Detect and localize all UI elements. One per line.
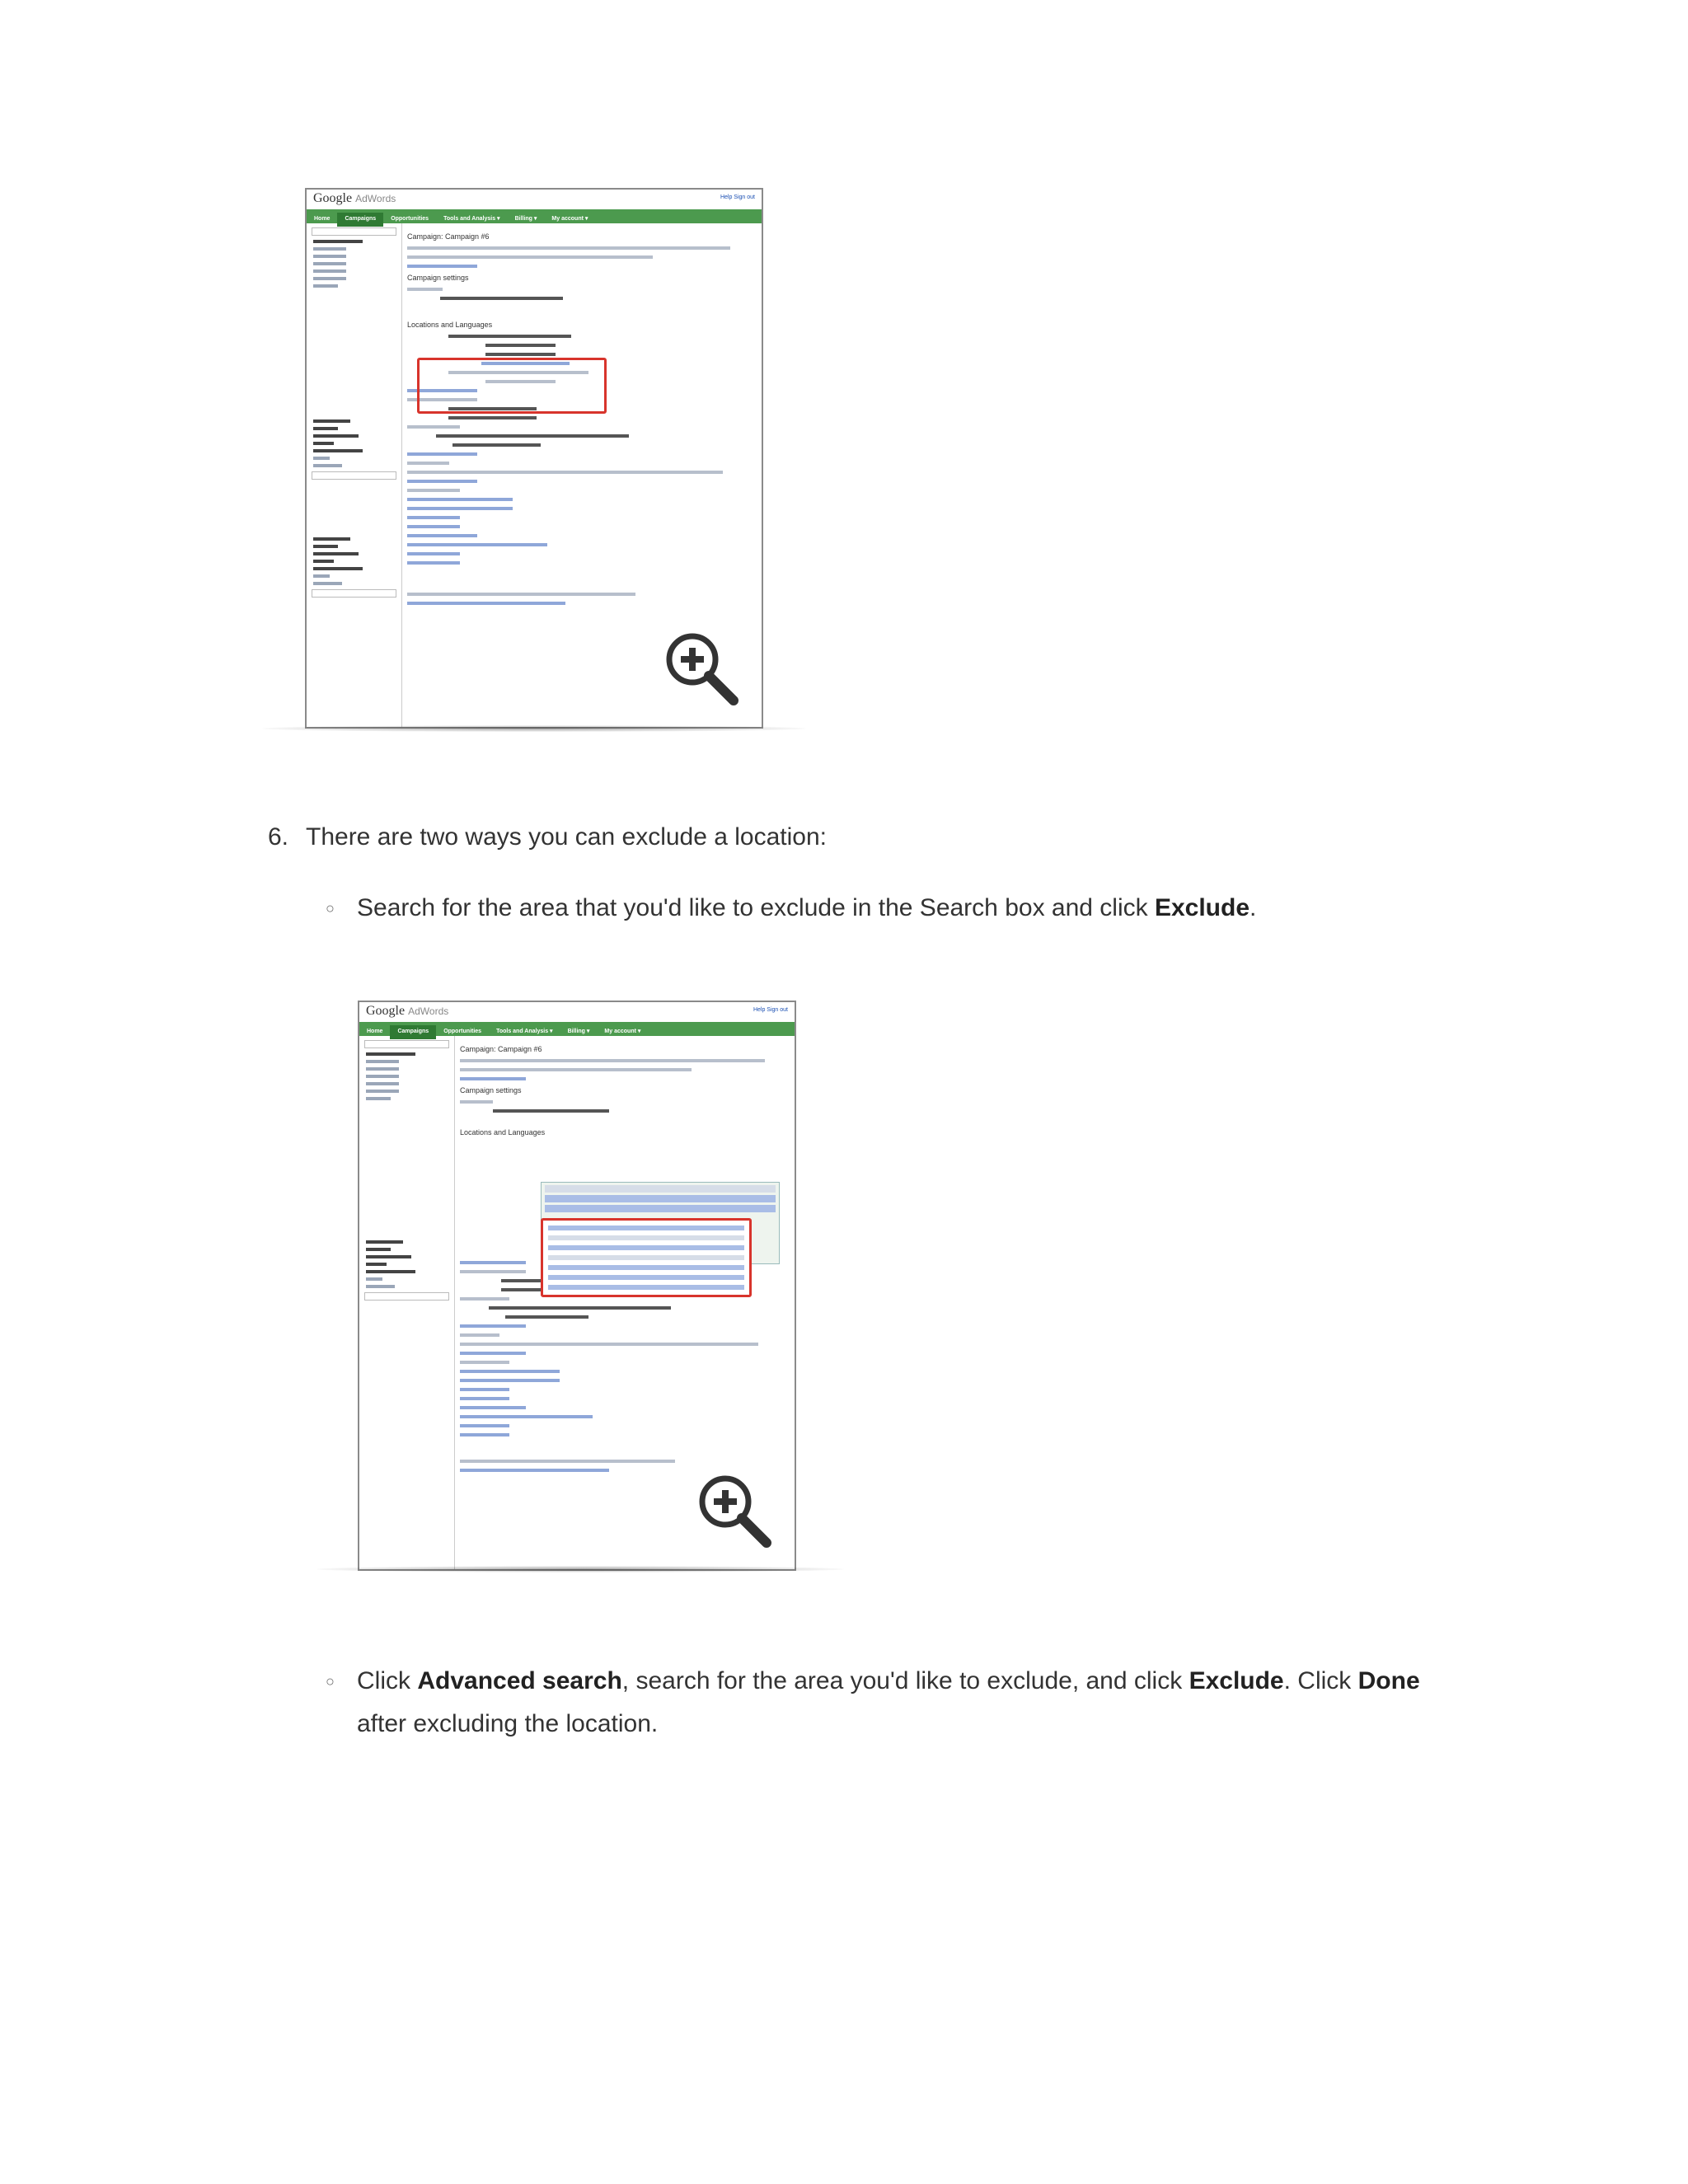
locations-heading: Locations and Languages — [407, 321, 493, 329]
nav-tab-billing: Billing ▾ — [514, 216, 537, 222]
campaign-title: Campaign: Campaign #6 — [407, 232, 490, 241]
step-number: 6. — [268, 823, 289, 851]
bullet-mark: ○ — [326, 1673, 335, 1690]
bullet1-text: Search for the area that you'd like to exclude in the Search box and click — [357, 894, 1155, 921]
top-links: Help Sign out — [753, 1007, 788, 1013]
bullet2-bold-exclude: Exclude — [1189, 1667, 1284, 1694]
campaign-settings-heading: Campaign settings — [407, 274, 469, 282]
bullet2-line2: after excluding the location. — [357, 1710, 659, 1737]
sidebar — [307, 223, 402, 727]
main-panel: Campaign: Campaign #6 Campaign settings Locations and Languages — [460, 1042, 791, 1569]
nav-tab-tools: Tools and Analysis ▾ — [443, 216, 500, 222]
step-text: There are two ways you can exclude a location: — [306, 823, 828, 851]
sidebar — [359, 1036, 455, 1569]
bullet2-bold-advanced-search: Advanced search — [417, 1667, 622, 1694]
bullet-advanced-search: ○ Click Advanced search, search for the area you'd like to exclude, and click Exclude. Click Done after excluding the location. — [326, 1660, 1529, 1747]
nav-bar — [307, 209, 762, 223]
nav-tab-opportunities: Opportunities — [391, 216, 429, 222]
zoom-in-icon[interactable] — [692, 1469, 775, 1551]
top-links: Help Sign out — [720, 194, 755, 200]
nav-tab-account: My account ▾ — [551, 216, 588, 222]
bullet-search-box: ○ Search for the area that you'd like to exclude in the Search box and click Exclude. — [326, 887, 1562, 930]
step-6 — [268, 816, 1422, 859]
nav-tab-campaigns: Campaigns — [337, 213, 383, 227]
search-results-highlight-box — [541, 1218, 752, 1297]
bullet1-bold-exclude: Exclude — [1154, 894, 1250, 921]
nav-bar: Home Campaigns Opportunities Tools and Analysis ▾ Billing ▾ My account ▾ — [359, 1022, 795, 1036]
adwords-logo: Google AdWords — [313, 191, 396, 205]
locations-highlight-box — [417, 358, 607, 414]
bullet-mark: ○ — [326, 900, 335, 916]
zoom-in-icon[interactable] — [659, 626, 742, 709]
adwords-logo: Google AdWords — [366, 1004, 449, 1018]
campaign-title: Campaign: Campaign #6 — [460, 1045, 542, 1053]
nav-tab-home: Home — [314, 216, 331, 222]
bullet2-bold-done: Done — [1357, 1667, 1420, 1694]
